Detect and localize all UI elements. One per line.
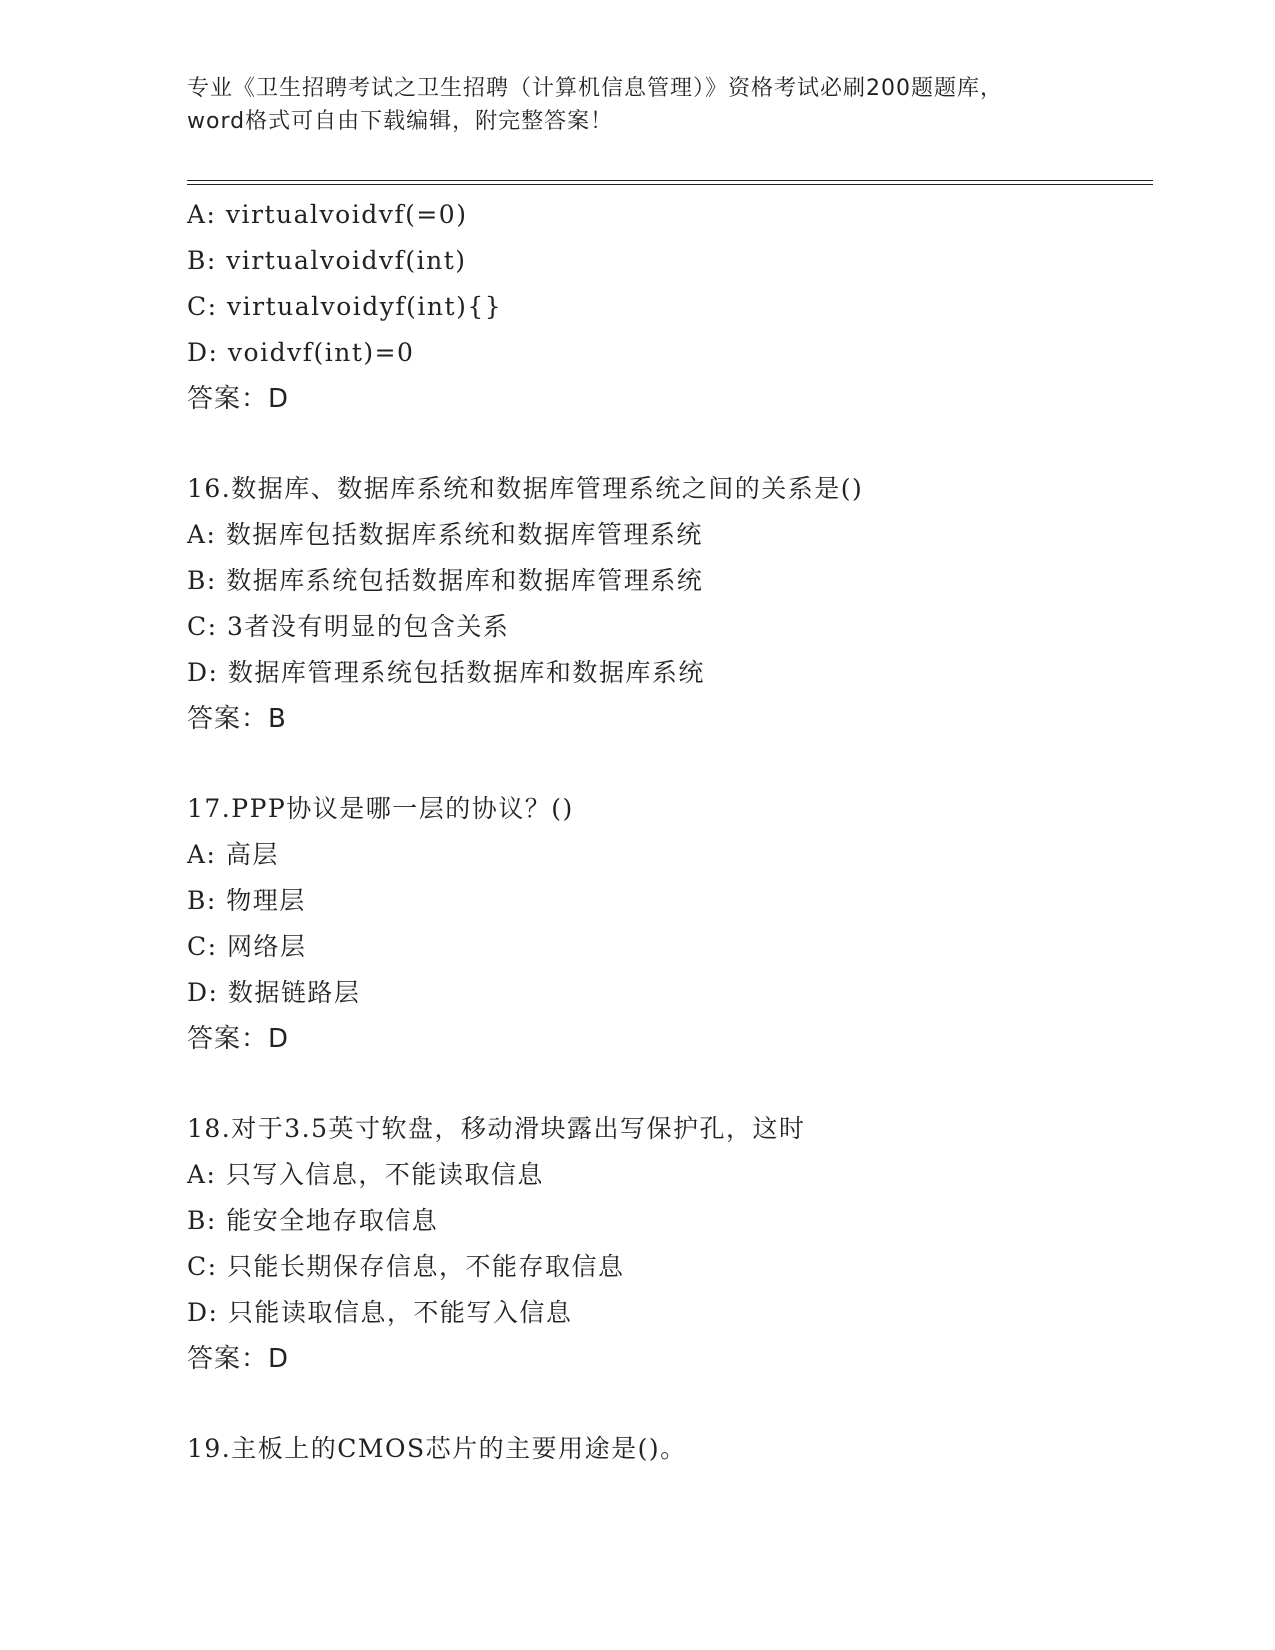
question-list bbox=[187, 192, 1153, 1472]
answer-label: 答案：B bbox=[187, 704, 287, 734]
option-a: A: 只写入信息，不能读取信息 bbox=[187, 1160, 544, 1189]
question-17 bbox=[187, 786, 1153, 1062]
option-b: B: virtualvoidvf(int) bbox=[187, 246, 467, 275]
question-title: 18.对于3.5英寸软盘，移动滑块露出写保护孔，这时 bbox=[187, 1114, 806, 1143]
spacer bbox=[187, 1382, 1153, 1426]
option-c: C: 只能长期保存信息，不能存取信息 bbox=[187, 1252, 625, 1281]
spacer bbox=[187, 742, 1153, 786]
answer-label: 答案：D bbox=[187, 384, 290, 414]
option-c: C: 3者没有明显的包含关系 bbox=[187, 612, 510, 641]
option-b: B: 物理层 bbox=[187, 886, 306, 915]
header-line-1: 专业《卫生招聘考试之卫生招聘（计算机信息管理）》资格考试必刷200题题库， bbox=[187, 76, 1003, 101]
question-19 bbox=[187, 1426, 1153, 1472]
question-title: 17.PPP协议是哪一层的协议？() bbox=[187, 794, 574, 823]
answer-label: 答案：D bbox=[187, 1024, 290, 1054]
question-18 bbox=[187, 1106, 1153, 1382]
header-line-2: word格式可自由下载编辑，附完整答案！ bbox=[187, 109, 614, 134]
option-d: D: 数据链路层 bbox=[187, 978, 361, 1007]
option-d: D: voidvf(int)=0 bbox=[187, 338, 415, 367]
option-c: C: 网络层 bbox=[187, 932, 307, 961]
answer-label: 答案：D bbox=[187, 1344, 290, 1374]
document-header bbox=[187, 72, 1107, 138]
option-a: A: virtualvoidvf(=0) bbox=[187, 200, 468, 229]
question-15 bbox=[187, 192, 1153, 422]
option-a: A: 数据库包括数据库系统和数据库管理系统 bbox=[187, 520, 703, 549]
option-b: B: 能安全地存取信息 bbox=[187, 1206, 439, 1235]
option-b: B: 数据库系统包括数据库和数据库管理系统 bbox=[187, 566, 704, 595]
question-title: 19.主板上的CMOS芯片的主要用途是()。 bbox=[187, 1434, 687, 1463]
option-c: C: virtualvoidyf(int){} bbox=[187, 292, 503, 321]
option-a: A: 高层 bbox=[187, 840, 279, 869]
question-16 bbox=[187, 466, 1153, 742]
header-rule-top bbox=[187, 180, 1153, 181]
question-title: 16.数据库、数据库系统和数据库管理系统之间的关系是() bbox=[187, 474, 864, 503]
option-d: D: 数据库管理系统包括数据库和数据库系统 bbox=[187, 658, 705, 687]
spacer bbox=[187, 422, 1153, 466]
option-d: D: 只能读取信息，不能写入信息 bbox=[187, 1298, 573, 1327]
header-rule-bottom bbox=[187, 184, 1153, 185]
spacer bbox=[187, 1062, 1153, 1106]
